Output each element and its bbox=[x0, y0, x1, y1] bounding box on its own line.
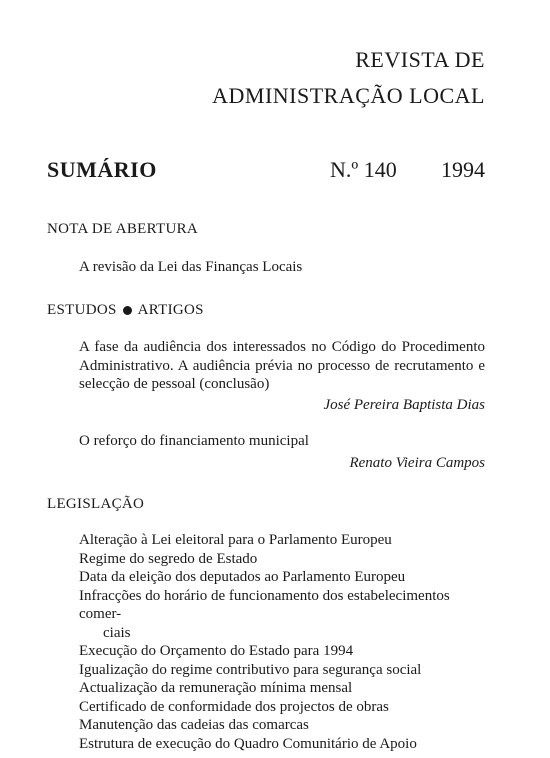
summary-row bbox=[47, 157, 485, 187]
list-item: Manutenção das cadeias das comarcas bbox=[79, 717, 309, 733]
list-item: Infracções do horário de funcionamento dos estabelecimentos comer- bbox=[79, 587, 450, 622]
list-item: Actualização da remuneração mínima mensal bbox=[79, 680, 353, 696]
list-item: Igualização do regime contributivo para segurança social bbox=[79, 661, 422, 678]
section-heading-estudos-left: ESTUDOS bbox=[47, 302, 117, 318]
list-item: Regime do segredo de Estado bbox=[79, 550, 258, 567]
list-item: Estrutura de execução do Quadro Comunitário de Apoio bbox=[79, 735, 417, 752]
bullet-dot-icon bbox=[123, 306, 132, 315]
article-title-1: A fase da audiência dos interessados no Código do Procedimento Administrativo. A audiência prévia no processo de recrutamento e selecção de pessoal (conclusão) bbox=[79, 339, 485, 392]
article-title-2: O reforço do financiamento municipal bbox=[79, 433, 309, 449]
issue-number: N.º 140 bbox=[330, 157, 397, 182]
summary-title: SUMÁRIO bbox=[47, 157, 157, 182]
article-author-2: Renato Vieira Campos bbox=[349, 455, 485, 471]
journal-title bbox=[212, 42, 485, 114]
list-item: Alteração à Lei eleitoral para o Parlamento Europeu bbox=[79, 532, 392, 548]
legislation-list bbox=[79, 531, 485, 753]
journal-title-line-2: ADMINISTRAÇÃO LOCAL bbox=[212, 83, 485, 108]
list-item: Certificado de conformidade dos projectos de obras bbox=[79, 698, 389, 715]
section-heading-legislacao: LEGISLAÇÃO bbox=[47, 496, 145, 512]
abertura-entry: A revisão da Lei das Finanças Locais bbox=[79, 259, 303, 275]
section-heading-estudos bbox=[47, 302, 204, 319]
journal-title-line-1: REVISTA DE bbox=[355, 47, 485, 72]
issue-year: 1994 bbox=[441, 157, 485, 182]
section-heading-abertura: NOTA DE ABERTURA bbox=[47, 221, 199, 237]
list-item: Execução do Orçamento do Estado para 1994 bbox=[79, 643, 354, 659]
section-heading-estudos-right: ARTIGOS bbox=[137, 302, 204, 318]
list-item-continuation: ciais bbox=[103, 624, 131, 641]
article-author-1: José Pereira Baptista Dias bbox=[323, 397, 485, 413]
list-item: Data da eleição dos deputados ao Parlamento Europeu bbox=[79, 569, 406, 585]
